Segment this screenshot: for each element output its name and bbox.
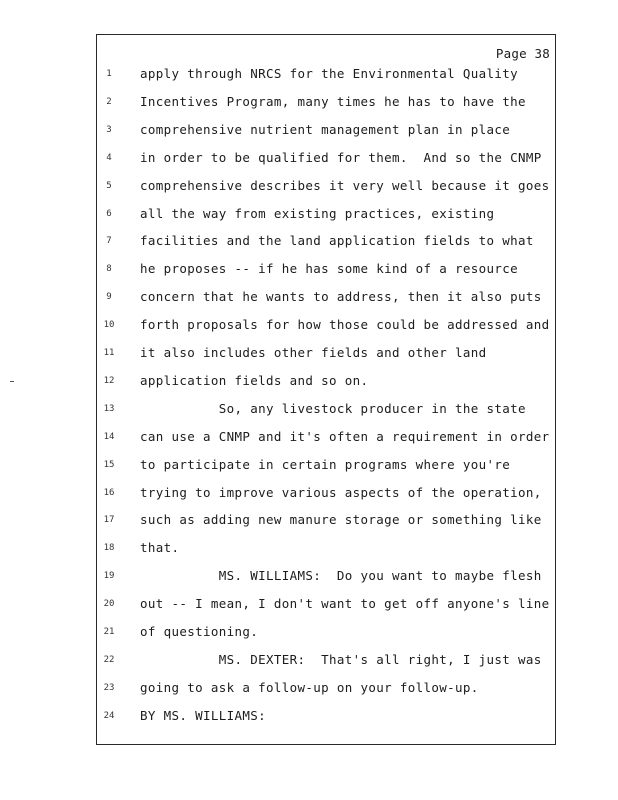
line-text: MS. DEXTER: That's all right, I just was [140, 651, 542, 667]
transcript-line [0, 706, 618, 726]
transcript-line [0, 371, 618, 391]
transcript-line [0, 483, 618, 503]
line-number: 5 [106, 180, 112, 191]
line-number: 21 [103, 627, 115, 637]
line-text: comprehensive describes it very well because it goes [140, 177, 550, 193]
transcript-line [0, 64, 618, 84]
line-number: 17 [103, 515, 115, 526]
line-number: 23 [103, 682, 115, 693]
transcript-line [0, 510, 618, 530]
line-text: apply through NRCS for the Environmental Quality [140, 66, 519, 81]
transcript-line [0, 315, 618, 335]
line-text: BY MS. WILLIAMS: [140, 707, 267, 723]
line-number: 24 [103, 710, 115, 721]
line-number: 20 [103, 599, 115, 610]
line-text: he proposes -- if he has some kind of a resource [140, 261, 519, 277]
transcript-line [0, 204, 618, 224]
transcript-line [0, 176, 618, 196]
line-number: 1 [106, 69, 112, 79]
transcript-line [0, 538, 618, 558]
line-number: 2 [106, 96, 112, 107]
line-text: in order to be qualified for them. And so the CNMP [140, 149, 542, 165]
line-text: trying to improve various aspects of the operation, [140, 484, 542, 500]
line-number: 11 [103, 348, 115, 358]
line-text: all the way from existing practices, existing [140, 205, 495, 221]
transcript-line [0, 427, 618, 447]
line-number: 7 [106, 236, 112, 247]
transcript-line [0, 399, 618, 419]
line-text: such as adding new manure storage or something like [140, 512, 542, 528]
line-number: 18 [103, 543, 115, 554]
line-number: 10 [103, 320, 115, 331]
line-text: So, any livestock producer in the state [140, 400, 526, 416]
transcript-line [0, 92, 618, 112]
line-number: 15 [103, 459, 115, 470]
line-text: forth proposals for how those could be addressed and [140, 317, 550, 333]
transcript-line [0, 622, 618, 642]
line-number: 6 [106, 208, 112, 219]
transcript-line [0, 594, 618, 614]
line-number: 16 [103, 487, 115, 498]
line-number: 13 [103, 403, 115, 414]
line-number: 4 [106, 152, 112, 163]
line-text: of questioning. [140, 624, 259, 639]
line-number: 3 [106, 124, 112, 135]
transcript-line [0, 566, 618, 586]
line-text: that. [140, 540, 180, 556]
line-number: 12 [103, 375, 115, 386]
line-number: 19 [103, 571, 115, 582]
transcript-line [0, 120, 618, 140]
line-text: to participate in certain programs where you're [140, 456, 511, 472]
transcript-line [0, 231, 618, 251]
line-text: going to ask a follow-up on your follow-up. [140, 679, 479, 695]
line-text: MS. WILLIAMS: Do you want to maybe flesh [140, 568, 542, 584]
transcript-line [0, 287, 618, 307]
line-text: concern that he wants to address, then it also puts [140, 289, 542, 305]
page-number: Page 38 [495, 46, 550, 61]
transcript-line [0, 455, 618, 475]
line-text: Incentives Program, many times he has to have the [140, 93, 526, 109]
line-number: 8 [106, 264, 112, 275]
transcript-line [0, 343, 618, 363]
transcript-line [0, 259, 618, 279]
transcript-line [0, 678, 618, 698]
line-text: out -- I mean, I don't want to get off anyone's line [140, 596, 550, 612]
line-number: 9 [106, 292, 112, 303]
transcript-line [0, 650, 618, 670]
line-text: comprehensive nutrient management plan in place [140, 121, 511, 137]
line-number: 22 [103, 654, 115, 665]
line-number: 14 [103, 431, 115, 442]
line-text: can use a CNMP and it's often a requirement in order [140, 428, 550, 444]
line-text: facilities and the land application fields to what [140, 233, 534, 249]
line-text: application fields and so on. [140, 372, 369, 388]
transcript-line [0, 148, 618, 168]
line-text: it also includes other fields and other land [140, 345, 487, 360]
